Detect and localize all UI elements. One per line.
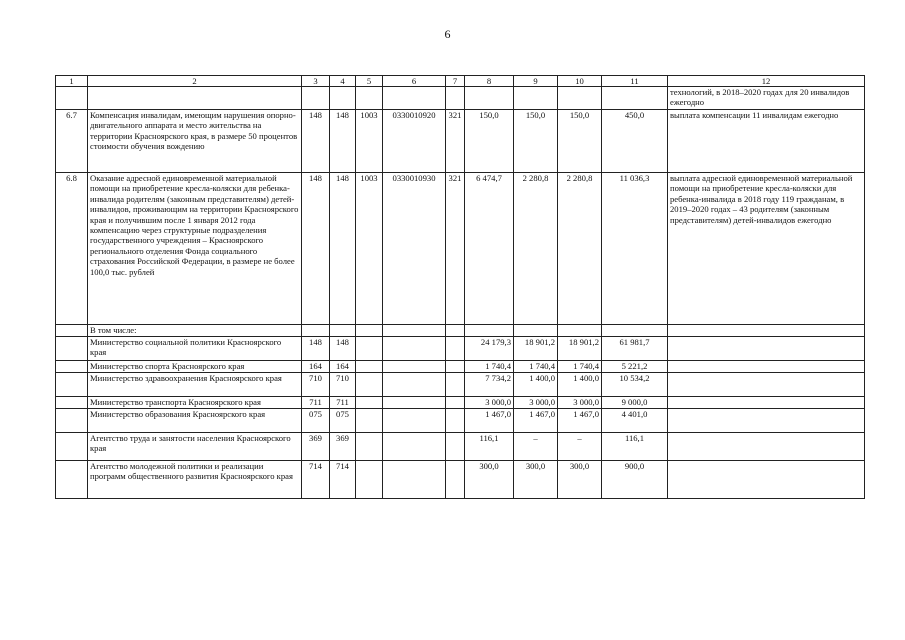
col-header: 5 xyxy=(356,76,383,87)
cell-c10: 2 280,8 xyxy=(558,173,602,325)
cell-c8: 1 740,4 xyxy=(465,361,514,373)
cell-c9: 1 400,0 xyxy=(514,373,558,397)
cell-c4: 148 xyxy=(330,173,356,325)
col-header: 11 xyxy=(602,76,668,87)
table-row xyxy=(56,433,865,461)
continuation-note: технологий, в 2018–2020 годах для 20 инвалидов ежегодно xyxy=(668,87,865,110)
cell-c9: 18 901,2 xyxy=(514,337,558,361)
cell-c9: 1 740,4 xyxy=(514,361,558,373)
cell-c11: 5 221,2 xyxy=(602,361,668,373)
cell-c11: 116,1 xyxy=(602,433,668,461)
cell-c9: – xyxy=(514,433,558,461)
header-row xyxy=(56,76,865,87)
cell-c10: 1 467,0 xyxy=(558,409,602,433)
result-note: выплата адресной единовременной материальной помощи на приобретение кресла-коляски для ребенка-инвалида в 2018 году 119 гражданам, в 2019–2020 годах – 43 родителям (законным представителям) детей-инвалидов ежегодно xyxy=(668,173,865,325)
cell-c11: 900,0 xyxy=(602,461,668,499)
cell-c3: 710 xyxy=(302,373,330,397)
cell-c10: 300,0 xyxy=(558,461,602,499)
cell-c4: 164 xyxy=(330,361,356,373)
cell-c11: 10 534,2 xyxy=(602,373,668,397)
cell-c5: 1003 xyxy=(356,110,383,173)
col-header: 9 xyxy=(514,76,558,87)
result-note: выплата компенсации 11 инвалидам ежегодно xyxy=(668,110,865,173)
table-row xyxy=(56,373,865,397)
agency-name: Министерство образования Красноярского края xyxy=(88,409,302,433)
col-header: 6 xyxy=(383,76,446,87)
cell-c9: 1 467,0 xyxy=(514,409,558,433)
cell-c9: 3 000,0 xyxy=(514,397,558,409)
col-header: 1 xyxy=(56,76,88,87)
cell-c8: 6 474,7 xyxy=(465,173,514,325)
including-row xyxy=(56,325,865,337)
cell-c8: 1 467,0 xyxy=(465,409,514,433)
measure-description: Компенсация инвалидам, имеющим нарушения опорно-двигательного аппарата и место жительства на территории Красноярского края, в размере 50 процентов стоимости обучения вождению xyxy=(88,110,302,173)
page-number: 6 xyxy=(444,27,451,41)
including-label: В том числе: xyxy=(88,325,302,337)
col-header: 12 xyxy=(668,76,865,87)
cell-c11: 450,0 xyxy=(602,110,668,173)
cell-c9: 300,0 xyxy=(514,461,558,499)
cell-c3: 148 xyxy=(302,337,330,361)
cell-c4: 714 xyxy=(330,461,356,499)
cell-c8: 7 734,2 xyxy=(465,373,514,397)
cell-c7: 321 xyxy=(446,110,465,173)
cell-c3: 164 xyxy=(302,361,330,373)
cell-c4: 075 xyxy=(330,409,356,433)
cell-c9: 2 280,8 xyxy=(514,173,558,325)
agency-name: Министерство спорта Красноярского края xyxy=(88,361,302,373)
measure-description: Оказание адресной единовременной материальной помощи на приобретение кресла-коляски для ребенка-инвалида родителям (законным представителям) детей-инвалидов, проживающим на территории Красноярского края и получившим после 1 января 2012 года компенсацию через структурные подразделения государственного учреждения – Красноярского регионального отделения Фонда социального страхования Российской Федерации, в размере не более 100,0 тыс. рублей xyxy=(88,173,302,325)
agency-name: Министерство социальной политики Красноярского края xyxy=(88,337,302,361)
cell-c8: 24 179,3 xyxy=(465,337,514,361)
cell-c3: 075 xyxy=(302,409,330,433)
row-number: 6.7 xyxy=(56,110,88,173)
cell-c10: 150,0 xyxy=(558,110,602,173)
cell-c10: – xyxy=(558,433,602,461)
table-row xyxy=(56,361,865,373)
col-header: 3 xyxy=(302,76,330,87)
cell-c3: 714 xyxy=(302,461,330,499)
cell-c3: 711 xyxy=(302,397,330,409)
cell-c6: 0330010930 xyxy=(383,173,446,325)
agency-name: Министерство транспорта Красноярского края xyxy=(88,397,302,409)
table-row-6-7 xyxy=(56,110,865,173)
table-row xyxy=(56,397,865,409)
cell-c4: 711 xyxy=(330,397,356,409)
cell-c8: 150,0 xyxy=(465,110,514,173)
table-row-6-8 xyxy=(56,173,865,325)
table-row xyxy=(56,337,865,361)
col-header: 7 xyxy=(446,76,465,87)
cell-c3: 148 xyxy=(302,173,330,325)
continuation-row xyxy=(56,87,865,110)
col-header: 10 xyxy=(558,76,602,87)
agency-name: Агентство труда и занятости населения Красноярского края xyxy=(88,433,302,461)
cell-c10: 1 740,4 xyxy=(558,361,602,373)
col-header: 4 xyxy=(330,76,356,87)
cell-c4: 710 xyxy=(330,373,356,397)
cell-c10: 3 000,0 xyxy=(558,397,602,409)
cell-c8: 300,0 xyxy=(465,461,514,499)
col-header: 2 xyxy=(88,76,302,87)
agency-name: Министерство здравоохранения Красноярского края xyxy=(88,373,302,397)
cell-c3: 148 xyxy=(302,110,330,173)
table-row xyxy=(56,461,865,499)
budget-table xyxy=(55,75,865,499)
col-header: 8 xyxy=(465,76,514,87)
cell-c4: 369 xyxy=(330,433,356,461)
cell-c5: 1003 xyxy=(356,173,383,325)
cell-c7: 321 xyxy=(446,173,465,325)
agency-name: Агентство молодежной политики и реализации программ общественного развития Красноярского края xyxy=(88,461,302,499)
cell-c10: 1 400,0 xyxy=(558,373,602,397)
table-row xyxy=(56,409,865,433)
cell-c10: 18 901,2 xyxy=(558,337,602,361)
cell-c3: 369 xyxy=(302,433,330,461)
cell-c9: 150,0 xyxy=(514,110,558,173)
cell-c4: 148 xyxy=(330,110,356,173)
row-number: 6.8 xyxy=(56,173,88,325)
cell-c11: 61 981,7 xyxy=(602,337,668,361)
cell-c8: 116,1 xyxy=(465,433,514,461)
cell-c11: 9 000,0 xyxy=(602,397,668,409)
cell-c11: 4 401,0 xyxy=(602,409,668,433)
cell-c8: 3 000,0 xyxy=(465,397,514,409)
cell-c11: 11 036,3 xyxy=(602,173,668,325)
cell-c4: 148 xyxy=(330,337,356,361)
cell-c6: 0330010920 xyxy=(383,110,446,173)
